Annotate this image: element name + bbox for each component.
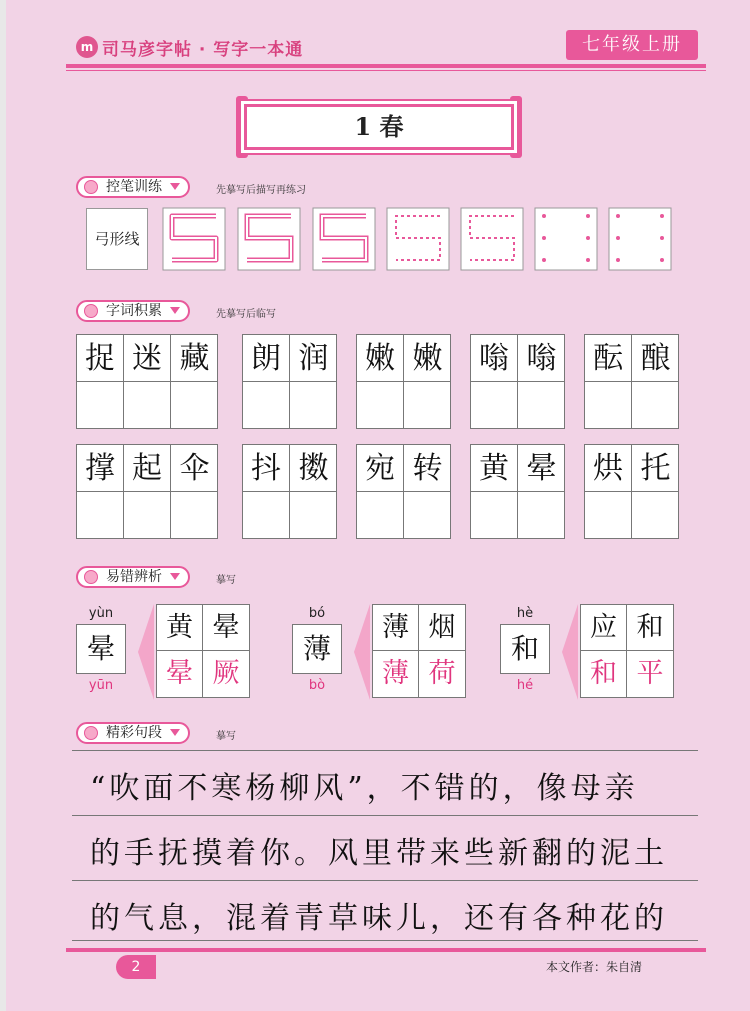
section-note: 先摹写后描写再练习 [216, 185, 306, 196]
stroke-box-4 [387, 208, 449, 270]
vocab-char-cell: 擞 [290, 445, 337, 492]
footer-rule [66, 948, 706, 952]
section-title: 控笔训练 [106, 179, 162, 195]
excerpt-line-3: 的气息，混着青草味儿，还有各种花的 [90, 901, 668, 936]
stroke-box-1 [163, 208, 225, 270]
word-char: 厥 [212, 658, 240, 689]
stroke-box-3 [313, 208, 375, 270]
writing-line [72, 880, 698, 881]
stroke-box-2 [238, 208, 300, 270]
vocab-char-cell: 起 [124, 445, 171, 492]
vocab-char-cell: 嗡 [471, 335, 518, 382]
word-char: 薄 [373, 605, 419, 651]
pinyin-top: hè [516, 606, 534, 621]
vocab-char-cell: 转 [404, 445, 451, 492]
vocab-char-cell: 撑 [77, 445, 124, 492]
word-char: 薄 [373, 651, 419, 697]
brand-logo: m [76, 36, 98, 58]
pinyin-top: bó [308, 606, 326, 621]
arrow-left-icon [562, 604, 578, 700]
vocab-word-grid [584, 334, 679, 429]
word-quad [372, 604, 466, 698]
vocab-word-grid [242, 444, 337, 539]
stroke-box-6 [535, 208, 597, 270]
vocab-char-cell: 抖 [243, 445, 290, 492]
vocab-char-cell: 藏 [171, 335, 218, 382]
word-char: 平 [636, 658, 664, 689]
word-char: 和 [627, 605, 673, 651]
page-number: 2 [116, 955, 156, 979]
triangle-down-icon [170, 307, 180, 314]
confusable-char: 晕 [76, 624, 126, 674]
vocab-char-cell: 润 [290, 335, 337, 382]
vocab-char-cell: 迷 [124, 335, 171, 382]
vocab-word-grid [356, 334, 451, 429]
section-title-pill [76, 566, 190, 588]
section-title: 易错辨析 [106, 569, 162, 585]
excerpt-line-2: 的手抚摸着你。风里带来些新翻的泥土 [90, 836, 668, 871]
pinyin-bottom: hé [516, 678, 534, 693]
word-char: 和 [581, 651, 627, 697]
grade-badge: 七年级上册 [566, 30, 698, 60]
practice-cell[interactable] [243, 382, 290, 429]
practice-cell[interactable] [585, 492, 632, 539]
writing-line [72, 815, 698, 816]
practice-cell[interactable] [124, 382, 171, 429]
vocab-char-cell: 黄 [471, 445, 518, 492]
section-title-pill [76, 722, 190, 744]
practice-cell[interactable] [471, 492, 518, 539]
practice-cell[interactable] [404, 382, 451, 429]
vocab-word-grid [584, 444, 679, 539]
pinyin-top: yùn [88, 606, 114, 621]
stroke-box-7 [609, 208, 671, 270]
vocab-word-grid [356, 444, 451, 539]
vocab-char-cell: 托 [632, 445, 679, 492]
word-char: 应 [581, 605, 627, 651]
triangle-down-icon [170, 729, 180, 736]
word-quad [156, 604, 250, 698]
brand-title: 司马彦字帖 · 写字一本通 [102, 40, 304, 60]
word-char: 荷 [428, 658, 456, 689]
vocab-char-cell: 酿 [632, 335, 679, 382]
practice-cell[interactable] [632, 382, 679, 429]
section-title-pill [76, 300, 190, 322]
word-char: 晕 [203, 605, 249, 651]
vocab-char-cell: 嫩 [357, 335, 404, 382]
vocab-char-cell: 晕 [518, 445, 565, 492]
practice-cell[interactable] [471, 382, 518, 429]
word-char: 烟 [419, 605, 465, 651]
section-note: 先摹写后临写 [216, 309, 276, 320]
section-title: 字词积累 [106, 303, 162, 319]
section-note: 摹写 [216, 731, 236, 742]
stroke-box-5 [461, 208, 523, 270]
practice-cell[interactable] [171, 382, 218, 429]
practice-cell[interactable] [518, 382, 565, 429]
arrow-left-icon [138, 604, 154, 700]
arrow-left-icon [354, 604, 370, 700]
flower-icon [84, 304, 98, 318]
lesson-title: 1 春 [244, 104, 514, 150]
stroke-row-label: 弓形线 [86, 208, 148, 270]
word-char: 黄 [157, 605, 203, 651]
vocab-char-cell: 烘 [585, 445, 632, 492]
practice-cell[interactable] [77, 492, 124, 539]
writing-line [72, 750, 698, 751]
word-char: 晕 [157, 651, 203, 697]
vocab-word-grid [76, 444, 218, 539]
practice-cell[interactable] [77, 382, 124, 429]
vocab-char-cell: 伞 [171, 445, 218, 492]
vocab-char-cell: 宛 [357, 445, 404, 492]
pinyin-bottom: yūn [88, 678, 114, 693]
vocab-word-grid [470, 444, 565, 539]
confusable-char: 和 [500, 624, 550, 674]
author-credit: 本文作者：朱自清 [546, 960, 643, 974]
pinyin-bottom: bò [308, 678, 326, 693]
section-note: 摹写 [216, 575, 236, 586]
practice-cell[interactable] [124, 492, 171, 539]
practice-cell[interactable] [290, 382, 337, 429]
vocab-word-grid [242, 334, 337, 429]
vocab-word-grid [76, 334, 218, 429]
writing-line [72, 940, 698, 941]
bow-stroke-practice [6, 0, 750, 300]
confusable-char: 薄 [292, 624, 342, 674]
practice-cell[interactable] [585, 382, 632, 429]
practice-cell[interactable] [357, 492, 404, 539]
triangle-down-icon [170, 573, 180, 580]
vocab-char-cell: 嗡 [518, 335, 565, 382]
practice-cell[interactable] [357, 382, 404, 429]
vocab-char-cell: 嫩 [404, 335, 451, 382]
practice-cell[interactable] [632, 492, 679, 539]
vocab-char-cell: 朗 [243, 335, 290, 382]
word-quad [580, 604, 674, 698]
flower-icon [84, 570, 98, 584]
practice-cell[interactable] [243, 492, 290, 539]
practice-cell[interactable] [290, 492, 337, 539]
vocab-char-cell: 酝 [585, 335, 632, 382]
practice-cell[interactable] [518, 492, 565, 539]
practice-cell[interactable] [171, 492, 218, 539]
vocab-word-grid [470, 334, 565, 429]
section-title: 精彩句段 [106, 725, 162, 741]
vocab-char-cell: 捉 [77, 335, 124, 382]
excerpt-line-1: “吹面不寒杨柳风”，不错的，像母亲 [90, 771, 639, 806]
practice-cell[interactable] [404, 492, 451, 539]
flower-icon [84, 726, 98, 740]
